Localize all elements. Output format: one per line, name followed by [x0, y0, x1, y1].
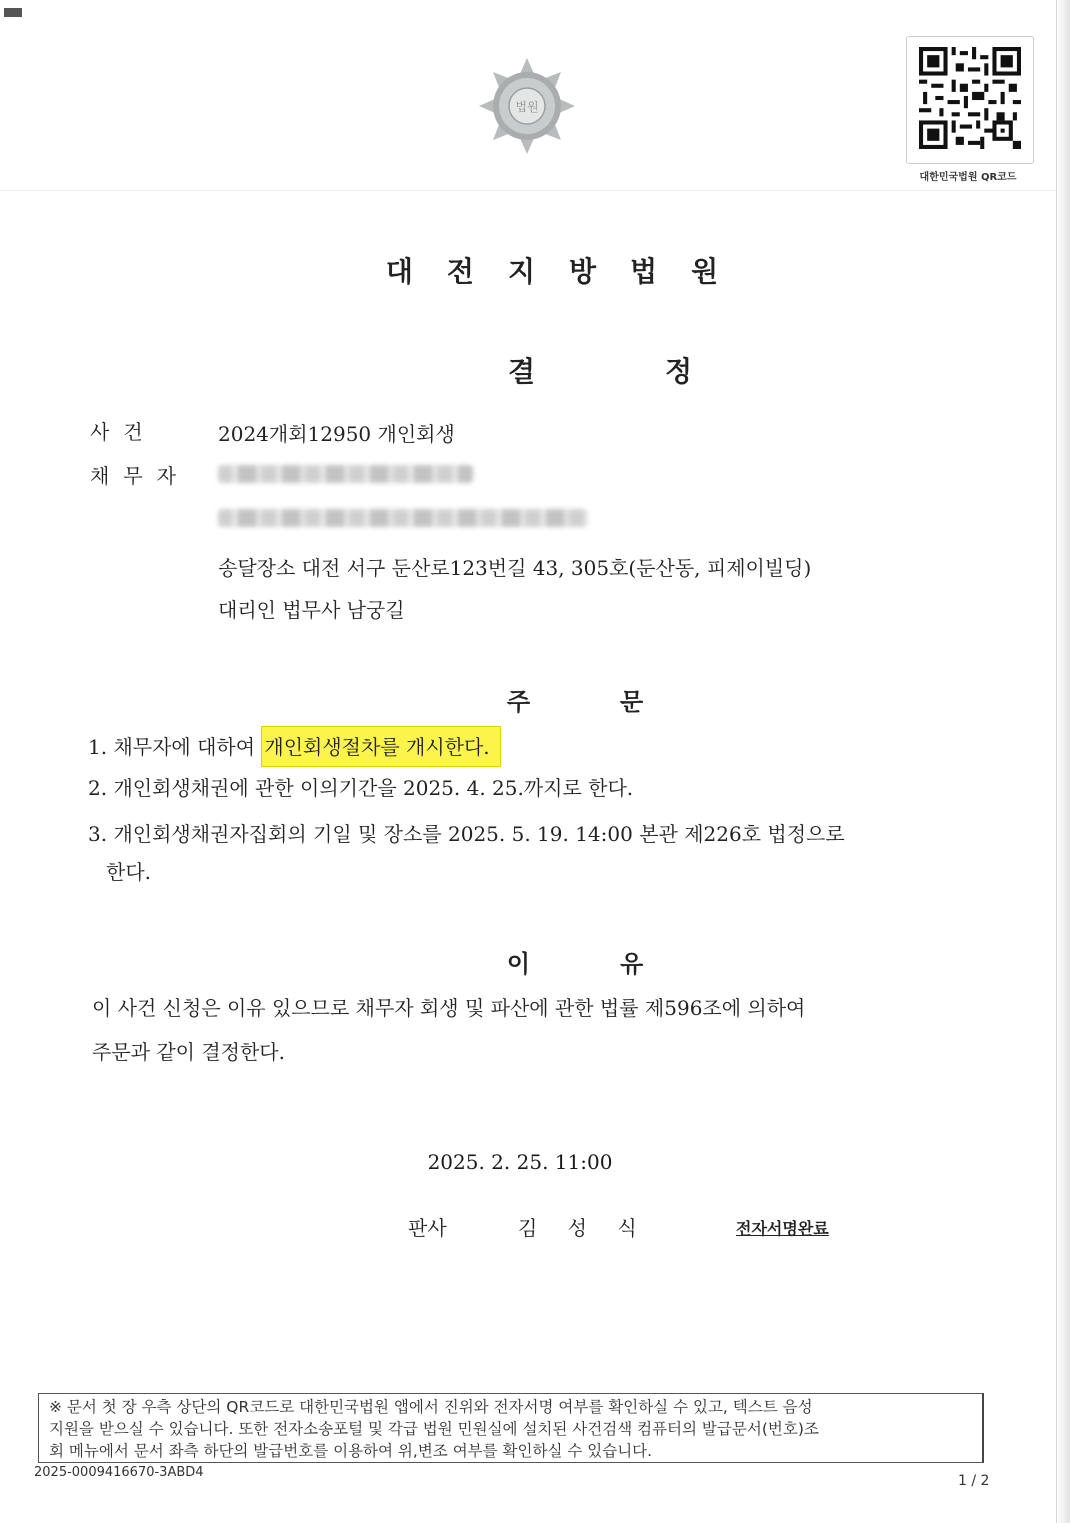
footer-line-3: 회 메뉴에서 문서 좌측 하단의 발급번호를 이용하여 위,변조 여부를 확인하실 수 있습니다. [49, 1442, 653, 1460]
highlighted-order: 개인회생절차를 개시한다. [261, 726, 500, 767]
order-item-2: 2. 개인회생채권에 관한 이의기간을 2025. 4. 25.까지로 한다. [88, 776, 634, 800]
order-item-1 [88, 726, 501, 767]
scan-page-edge [1056, 0, 1070, 1523]
case-number: 2024개회12950 개인회생 [218, 422, 455, 446]
qr-code[interactable] [906, 36, 1034, 164]
footer-notice [38, 1393, 984, 1463]
order-item-3: 3. 개인회생채권자집회의 기일 및 장소를 2025. 5. 19. 14:00 본관 제226호 법정으로 [88, 822, 845, 846]
order-item-1-text: 1. 채무자에 대하여 [88, 735, 262, 759]
decision-date: 2025. 2. 25. 11:00 [427, 1150, 613, 1174]
qr-caption: 대한민국법원 QR코드 [919, 172, 1017, 183]
judge-name: 김 성 식 [518, 1216, 649, 1240]
reason-heading: 이유 [506, 949, 734, 978]
scan-corner-mark [4, 8, 22, 17]
case-label: 사건 [90, 420, 157, 444]
footer-line-1: ※ 문서 첫 장 우측 상단의 QR코드로 대한민국법원 앱에서 진위와 전자서명 여부를 확인하실 수 있고, 텍스트 음성 [49, 1398, 813, 1416]
court-name: 대전지방법원 [385, 255, 753, 288]
judge-title: 판사 [408, 1216, 447, 1240]
redacted-debtor-address [218, 509, 588, 527]
court-seal-emblem [476, 55, 578, 157]
issue-number: 2025-0009416670-3ABD4 [34, 1465, 204, 1480]
qr-code-icon [919, 47, 1021, 149]
redacted-debtor-name [218, 465, 473, 483]
document-title: 결정 [507, 355, 823, 388]
order-heading: 주문 [506, 687, 734, 716]
delivery-place: 송달장소 대전 서구 둔산로123번길 43, 305호(둔산동, 피제이빌딩) [218, 556, 812, 580]
page-number: 1 / 2 [958, 1473, 990, 1489]
debtor-label: 채무자 [90, 464, 190, 488]
electronic-signature: 전자서명완료 [736, 1219, 829, 1238]
order-item-3-cont: 한다. [106, 860, 151, 884]
page-fold-line [0, 190, 1056, 191]
reason-line-2: 주문과 같이 결정한다. [92, 1040, 285, 1064]
footer-line-2: 지원을 받으실 수 있습니다. 또한 전자소송포털 및 각급 법원 민원실에 설치된 사건검색 컴퓨터의 발급문서(번호)조 [49, 1420, 819, 1438]
agent-line: 대리인 법무사 남궁길 [218, 598, 405, 622]
seal-text: 법원 [515, 100, 539, 114]
reason-line-1: 이 사건 신청은 이유 있으므로 채무자 회생 및 파산에 관한 법률 제596조에 의하여 [92, 996, 806, 1020]
